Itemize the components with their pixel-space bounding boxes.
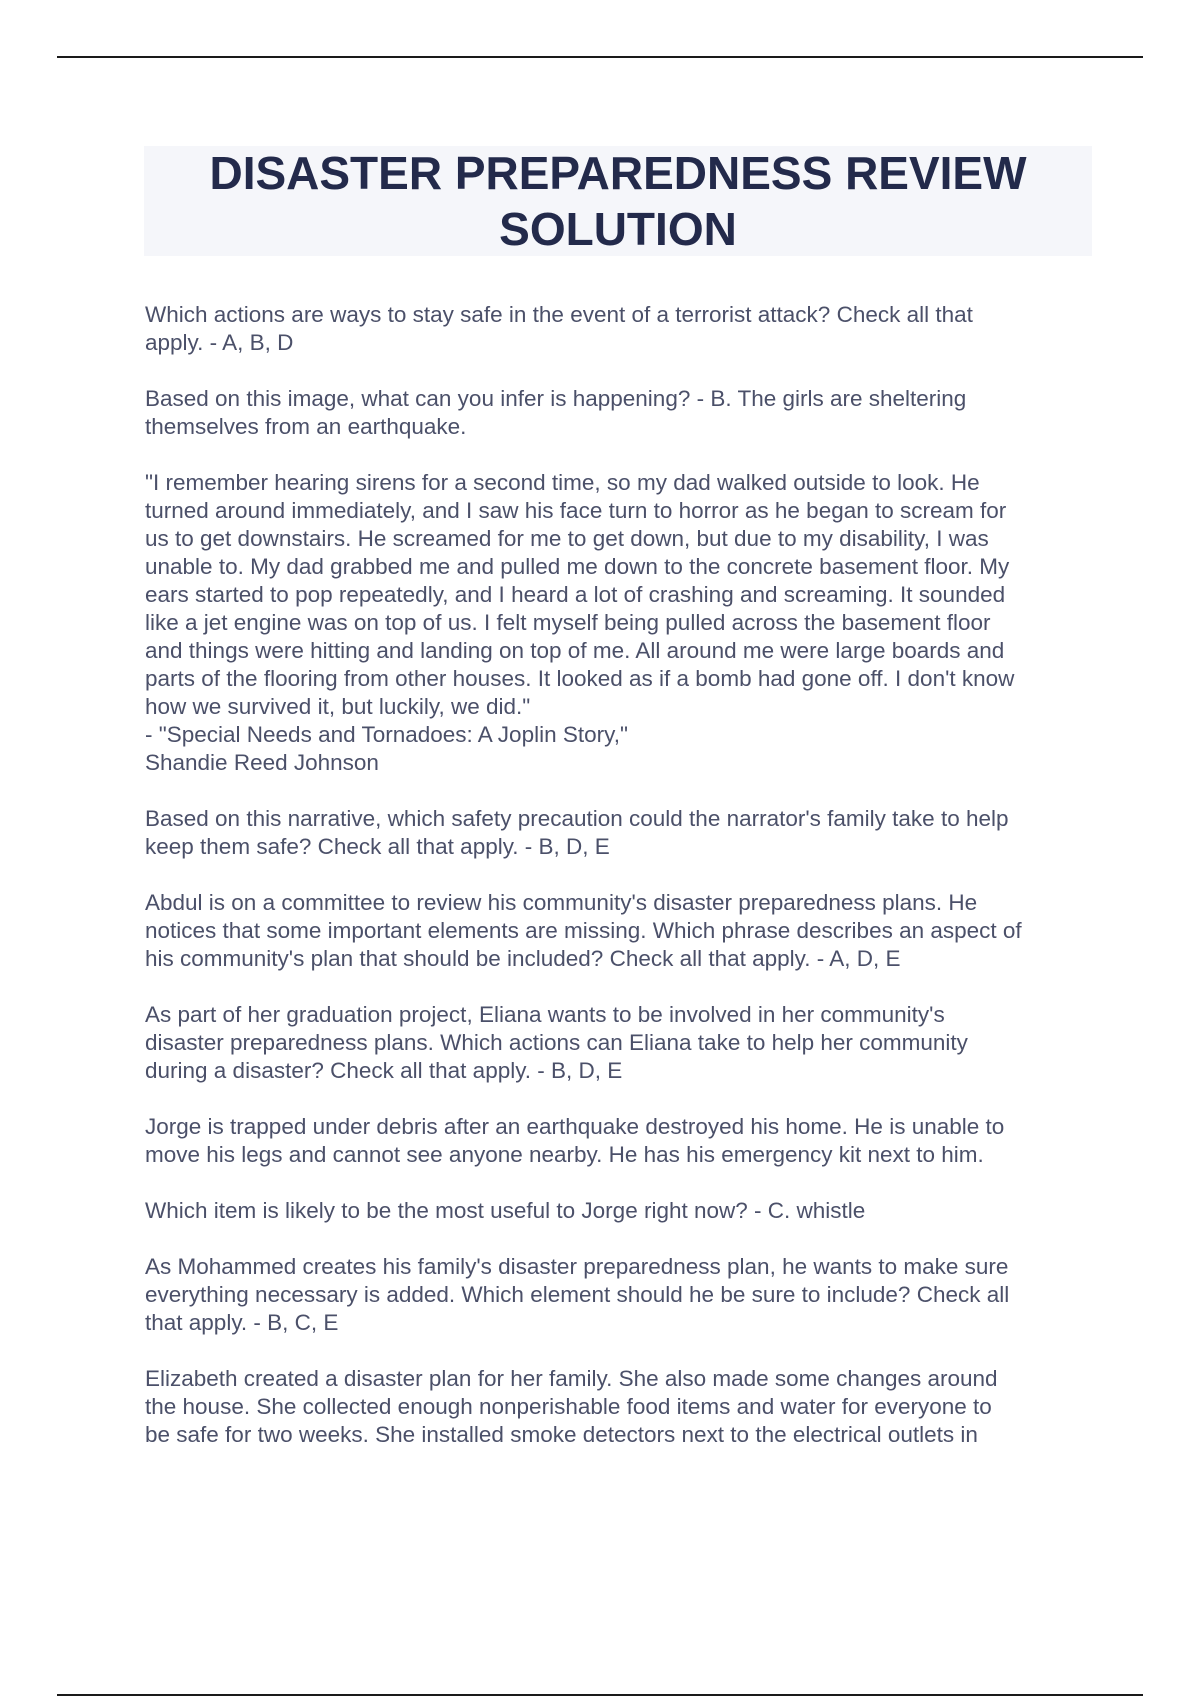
text-line: themselves from an earthquake.: [145, 414, 467, 439]
text-line: ears started to pop repeatedly, and I heard a lot of crashing and screaming. It sounded: [145, 582, 1006, 607]
quote-author: Shandie Reed Johnson: [145, 750, 379, 775]
qa-jorge-item: [145, 1197, 1095, 1225]
qa-mohammed-plan: [145, 1253, 1095, 1337]
jorge-scenario: [145, 1113, 1095, 1169]
text-line: Which item is likely to be the most useful to Jorge right now? - C. whistle: [145, 1198, 866, 1223]
text-line: and things were hitting and landing on top of me. All around me were large boards and: [145, 638, 1005, 663]
text-line: turned around immediately, and I saw his face turn to horror as he began to scream for: [145, 498, 1007, 523]
qa-terrorist-attack: [145, 301, 1095, 357]
text-line: As part of her graduation project, Eliana wants to be involved in her community's: [145, 1002, 945, 1027]
text-line: disaster preparedness plans. Which actions can Eliana take to help her community: [145, 1030, 968, 1055]
text-line: apply. - A, B, D: [145, 330, 294, 355]
text-line: Elizabeth created a disaster plan for her family. She also made some changes around: [145, 1366, 998, 1391]
document-body: [145, 301, 1095, 1477]
document-title-line-1: DISASTER PREPAREDNESS REVIEW: [209, 147, 1027, 199]
text-line: like a jet engine was on top of us. I felt myself being pulled across the basement floor: [145, 610, 991, 635]
document-title: [209, 145, 1026, 257]
text-line: Which actions are ways to stay safe in the event of a terrorist attack? Check all that: [145, 302, 973, 327]
text-line: everything necessary is added. Which element should he be sure to include? Check all: [145, 1282, 1010, 1307]
text-line: his community's plan that should be included? Check all that apply. - A, D, E: [145, 946, 901, 971]
text-line: Based on this narrative, which safety precaution could the narrator's family take to help: [145, 806, 1009, 831]
text-line: unable to. My dad grabbed me and pulled me down to the concrete basement floor. My: [145, 554, 1010, 579]
joplin-narrative-quote: [145, 469, 1095, 777]
text-line: that apply. - B, C, E: [145, 1310, 339, 1335]
quote-source: - "Special Needs and Tornadoes: A Joplin Story,": [145, 722, 628, 747]
elizabeth-scenario: [145, 1365, 1095, 1449]
bottom-rule: [57, 1694, 1143, 1696]
top-rule: [57, 56, 1143, 58]
text-line: how we survived it, but luckily, we did.": [145, 694, 531, 719]
qa-eliana-project: [145, 1001, 1095, 1085]
text-line: be safe for two weeks. She installed smoke detectors next to the electrical outlets in: [145, 1422, 978, 1447]
text-line: parts of the flooring from other houses. It looked as if a bomb had gone off. I don't know: [145, 666, 1015, 691]
document-title-line-2: SOLUTION: [499, 203, 737, 255]
title-banner: [144, 146, 1092, 256]
text-line: As Mohammed creates his family's disaster preparedness plan, he wants to make sure: [145, 1254, 1009, 1279]
text-line: move his legs and cannot see anyone nearby. He has his emergency kit next to him.: [145, 1142, 984, 1167]
text-line: "I remember hearing sirens for a second time, so my dad walked outside to look. He: [145, 470, 980, 495]
text-line: us to get downstairs. He screamed for me to get down, but due to my disability, I was: [145, 526, 989, 551]
text-line: keep them safe? Check all that apply. - B, D, E: [145, 834, 610, 859]
qa-abdul-committee: [145, 889, 1095, 973]
qa-image-inference: [145, 385, 1095, 441]
text-line: during a disaster? Check all that apply. - B, D, E: [145, 1058, 623, 1083]
text-line: Jorge is trapped under debris after an earthquake destroyed his home. He is unable to: [145, 1114, 1005, 1139]
text-line: the house. She collected enough nonperishable food items and water for everyone to: [145, 1394, 992, 1419]
text-line: Based on this image, what can you infer is happening? - B. The girls are sheltering: [145, 386, 967, 411]
qa-narrative-precaution: [145, 805, 1095, 861]
text-line: Abdul is on a committee to review his community's disaster preparedness plans. He: [145, 890, 978, 915]
text-line: notices that some important elements are missing. Which phrase describes an aspect of: [145, 918, 1022, 943]
